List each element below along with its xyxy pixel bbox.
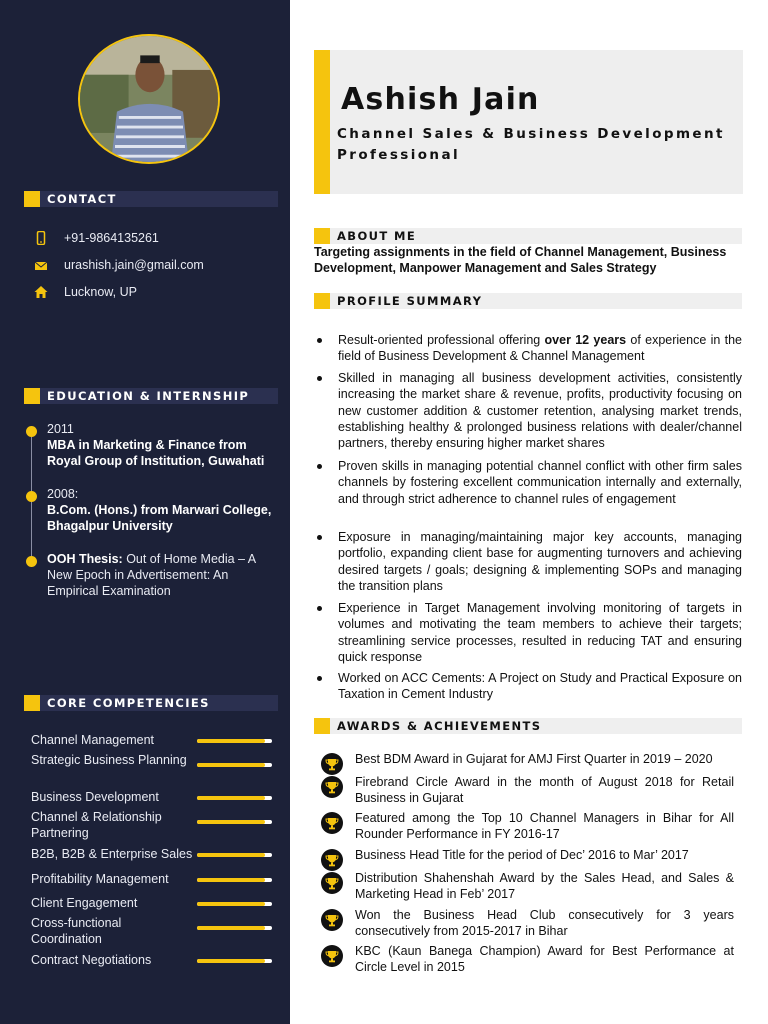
profile-bullet: Proven skills in managing potential channel conflict with other firm sales channels by fostering excellent communication internally and externally, and through strict adherence to channel rules of engagement [314,458,742,507]
trophy-icon [321,776,343,798]
competency-level-bar [197,820,272,824]
name-banner [314,50,743,194]
candidate-title: Channel Sales & Business Development Professional [337,126,725,163]
competency-level-fill [197,796,265,800]
competency-level-fill [197,878,265,882]
bullet-dot [317,606,322,611]
award-text: Featured among the Top 10 Channel Managers in Bihar for All Rounder Performance in FY 2016-17 [355,811,734,842]
phone-icon [34,231,48,245]
name-accent-bar [314,50,330,194]
education-item: 2008: B.Com. (Hons.) from Marwari College, Bhagalpur University [47,487,272,533]
competency-label: B2B, B2B & Enterprise Sales [31,847,193,861]
bullet-dot [317,676,322,681]
profile-bullet: Exposure in managing/maintaining major key accounts, managing portfolio, expanding client base for augmenting turnovers and achieving desired targets / goals; designing & implementing SOPs and managing the transition plans [314,529,742,594]
competency-level-bar [197,926,272,930]
competency-level-bar [197,853,272,857]
bullet-dot [317,376,322,381]
competency-label: Client Engagement [31,896,138,910]
competency-label: Cross-functional Coordination [31,916,122,946]
bullet-dot [317,464,322,469]
bullet-dot [317,535,322,540]
education-heading: EDUCATION & INTERNSHIP [24,388,278,404]
timeline-dot [26,426,37,437]
contact-email: urashish.jain@gmail.com [34,256,204,274]
home-icon [34,285,48,299]
competency-level-fill [197,853,265,857]
competencies-heading: CORE COMPETENCIES [24,695,278,711]
competency-level-bar [197,796,272,800]
awards-heading: AWARDS & ACHIEVEMENTS [314,718,742,734]
contact-heading: CONTACT [24,191,278,207]
trophy-icon [321,849,343,871]
competency-label: Contract Negotiations [31,953,152,967]
timeline-dot [26,556,37,567]
contact-location: Lucknow, UP [34,283,137,301]
competency-label: Channel & Relationship Partnering [31,810,162,840]
profile-bullet: Experience in Target Management involving monitoring of targets in volumes and motivating the team members to achieve their targets; streamlining service processes, resulted in reducing TAT and ensuring quick response [314,600,742,665]
competency-label: Strategic Business Planning [31,753,187,767]
profile-bullet: Result-oriented professional offering over 12 years of experience in the field of Business Development & Channel Management [314,332,742,365]
competency-level-bar [197,902,272,906]
competency-level-fill [197,739,265,743]
award-text: KBC (Kaun Banega Champion) Award for Best Performance at Circle Level in 2015 [355,944,734,975]
award-text: Won the Business Head Club consecutively for 3 years consecutively from 2015-2017 in Bihar [355,908,734,939]
sidebar [0,0,290,1024]
trophy-icon [321,872,343,894]
competency-label: Business Development [31,790,159,804]
trophy-icon [321,812,343,834]
competency-level-bar [197,878,272,882]
trophy-icon [321,909,343,931]
award-text: Best BDM Award in Gujarat for AMJ First Quarter in 2019 – 2020 [355,752,713,766]
award-text: Distribution Shahenshah Award by the Sales Head, and Sales & Marketing Head in Feb’ 2017 [355,871,734,902]
profile-photo [78,34,220,164]
competency-level-fill [197,820,265,824]
competency-level-fill [197,926,265,930]
about-heading: ABOUT ME [314,228,742,244]
bullet-dot [317,338,322,343]
education-item: OOH Thesis: Out of Home Media – A New Epoch in Advertisement: An Empirical Examination [47,552,256,598]
about-text: Targeting assignments in the field of Channel Management, Business Development, Manpower Management and Sales Strategy [314,245,727,275]
candidate-name: Ashish Jain [341,82,540,117]
trophy-icon [321,753,343,775]
competency-level-bar [197,959,272,963]
competency-level-fill [197,902,265,906]
competency-label: Profitability Management [31,872,169,886]
award-text: Business Head Title for the period of Dec’ 2016 to Mar’ 2017 [355,848,689,862]
timeline-dot [26,491,37,502]
competency-label: Channel Management [31,733,154,747]
competency-level-bar [197,763,272,767]
competency-level-fill [197,763,265,767]
education-item: 2011 MBA in Marketing & Finance from Royal Group of Institution, Guwahati [47,422,265,468]
trophy-icon [321,945,343,967]
competency-level-bar [197,739,272,743]
profile-bullet: Worked on ACC Cements: A Project on Study and Practical Exposure on Taxation in Cement Industry [314,670,742,703]
profile-heading: PROFILE SUMMARY [314,293,742,309]
award-text: Firebrand Circle Award in the month of August 2018 for Retail Business in Gujarat [355,775,734,806]
profile-bullet: Skilled in managing all business development activities, consistently increasing the market share & revenue, profits, productivity focusing on new customer addition & customer retention, analysing market trends, establishing healthy & prolonged business relations with dealer/channel partners, thereby ensuring higher market shares [314,370,742,451]
email-icon [34,258,48,272]
contact-phone: +91-9864135261 [34,229,159,247]
competency-level-fill [197,959,265,963]
